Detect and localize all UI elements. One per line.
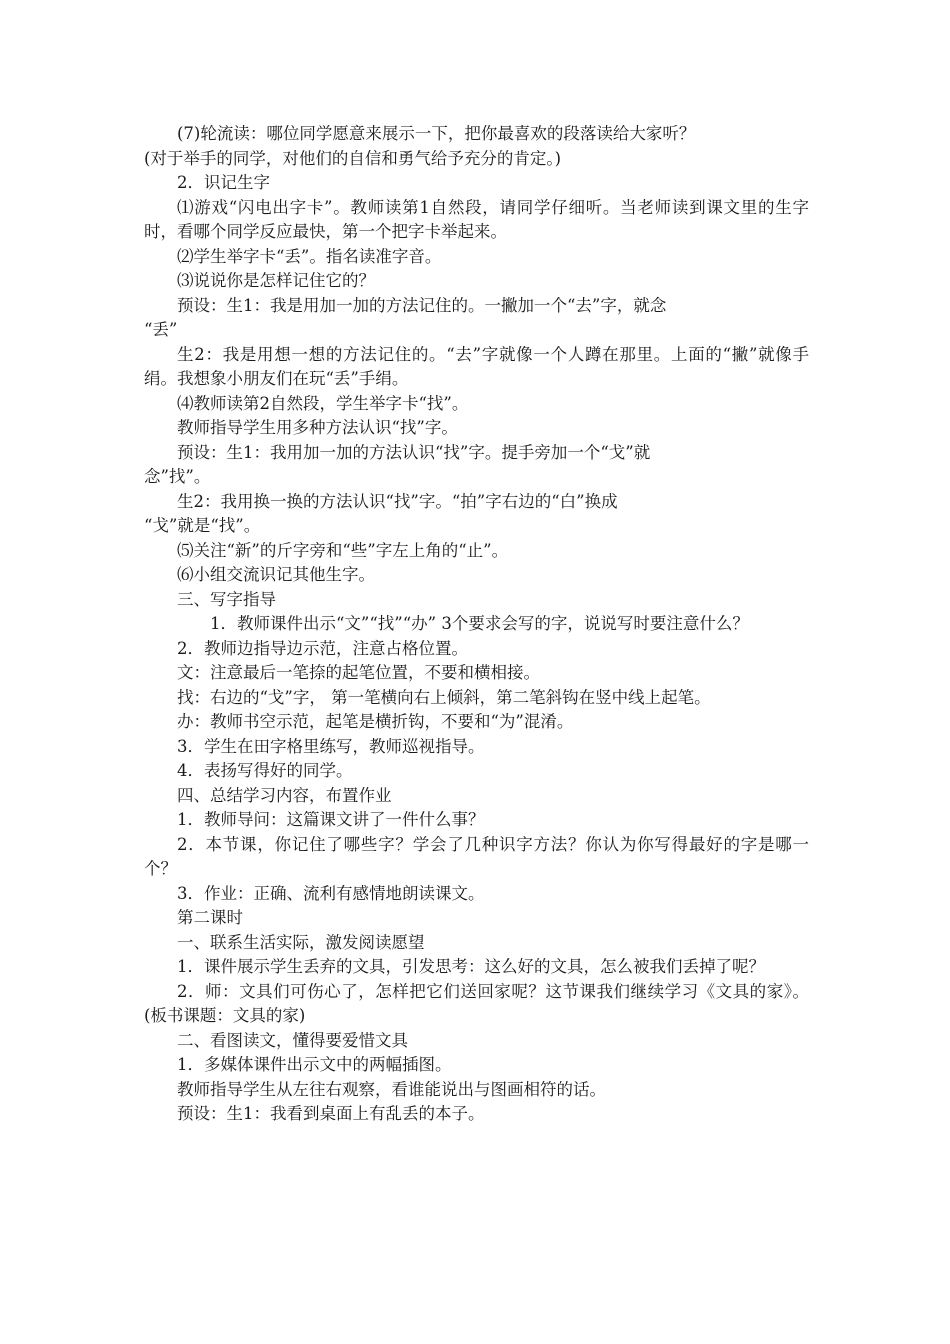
paragraph: ⑴游戏“闪电出字卡”。教师读第1自然段，请同学仔细听。当老师读到课文里的生字时，看哪个同学反应最快，第一个把字卡举起来。 (144, 197, 809, 241)
paragraph: 2．师：文具们可伤心了，怎样把它们送回家呢？这节课我们继续学习《文具的家》。(板书课题：文具的家) (144, 981, 809, 1025)
paragraph: 文：注意最后一笔捺的起笔位置，不要和横相接。 (177, 663, 540, 682)
paragraph: 1．课件展示学生丢弃的文具，引发思考：这么好的文具，怎么被我们丢掉了呢？ (177, 957, 765, 976)
paragraph: 教师指导学生从左往右观察，看谁能说出与图画相符的话。 (177, 1079, 606, 1099)
paragraph: 找：右边的“戈”字， 第一笔横向右上倾斜，第二笔斜钩在竖中线上起笔。 (177, 687, 711, 707)
paragraph: (对于举手的同学，对他们的自信和勇气给予充分的肯定。) (144, 148, 562, 168)
paragraph: ⑸关注“新”的斤字旁和“些”字左上角的“止”。 (177, 540, 509, 560)
paragraph: 1．教师导问：这篇课文讲了一件什么事？ (177, 810, 485, 829)
paragraph: 3．作业：正确、流利有感情地朗读课文。 (177, 883, 485, 903)
paragraph: 生2：我用换一换的方法认识“找”字。“拍”字右边的“白”换成 (177, 491, 618, 511)
section-heading: 2．识记生字 (177, 173, 270, 192)
paragraph: 念”找”。 (144, 467, 211, 486)
paragraph: 预设：生1：我是用加一加的方法记住的。一撇加一个“去”字，就念 (177, 295, 667, 315)
section-heading: 三、写字指导 (177, 589, 276, 609)
section-heading: 二、看图读文，懂得要爱惜文具 (177, 1030, 408, 1050)
paragraph: 生2：我是用想一想的方法记住的。“去”字就像一个人蹲在那里。上面的“撇”就像手绢。我想象小朋友们在玩“丢”手绢。 (144, 344, 809, 388)
paragraph: 1．教师课件出示“文”“找”“办” 3个要求会写的字，说说写时要注意什么？ (210, 614, 749, 633)
paragraph: ⑵学生举字卡“丢”。指名读准字音。 (177, 246, 442, 266)
paragraph: 1．多媒体课件出示文中的两幅插图。 (177, 1055, 452, 1074)
paragraph: 教师指导学生用多种方法认识“找”字。 (177, 418, 458, 437)
paragraph: 办：教师书空示范，起笔是横折钩，不要和“为”混淆。 (177, 712, 574, 731)
paragraph: ⑹小组交流识记其他生字。 (177, 565, 375, 584)
paragraph: (7)轮流读：哪位同学愿意来展示一下，把你最喜欢的段落读给大家听？ (177, 124, 696, 143)
paragraph: 4．表扬写得好的同学。 (177, 761, 353, 780)
paragraph: ⑶说说你是怎样记住它的？ (177, 271, 375, 290)
paragraph: 3．学生在田字格里练写，教师巡视指导。 (177, 736, 485, 756)
paragraph: 预设：生1：我用加一加的方法认识“找”字。提手旁加一个“戈”就 (177, 442, 651, 462)
paragraph: 预设：生1：我看到桌面上有乱丢的本子。 (177, 1104, 485, 1123)
section-heading: 一、联系生活实际，激发阅读愿望 (177, 932, 425, 952)
paragraph: 2．本节课，你记住了哪些字？学会了几种识字方法？你认为你写得最好的字是哪一个？ (144, 834, 809, 878)
paragraph: 2．教师边指导边示范，注意占格位置。 (177, 638, 468, 658)
paragraph: “戈”就是“找”。 (144, 516, 261, 535)
document-body (144, 122, 809, 1127)
section-heading: 四、总结学习内容，布置作业 (177, 785, 392, 805)
paragraph: “丢” (144, 320, 178, 339)
lesson-heading: 第二课时 (177, 908, 243, 927)
paragraph: ⑷教师读第2自然段，学生举字卡“找”。 (177, 393, 469, 413)
